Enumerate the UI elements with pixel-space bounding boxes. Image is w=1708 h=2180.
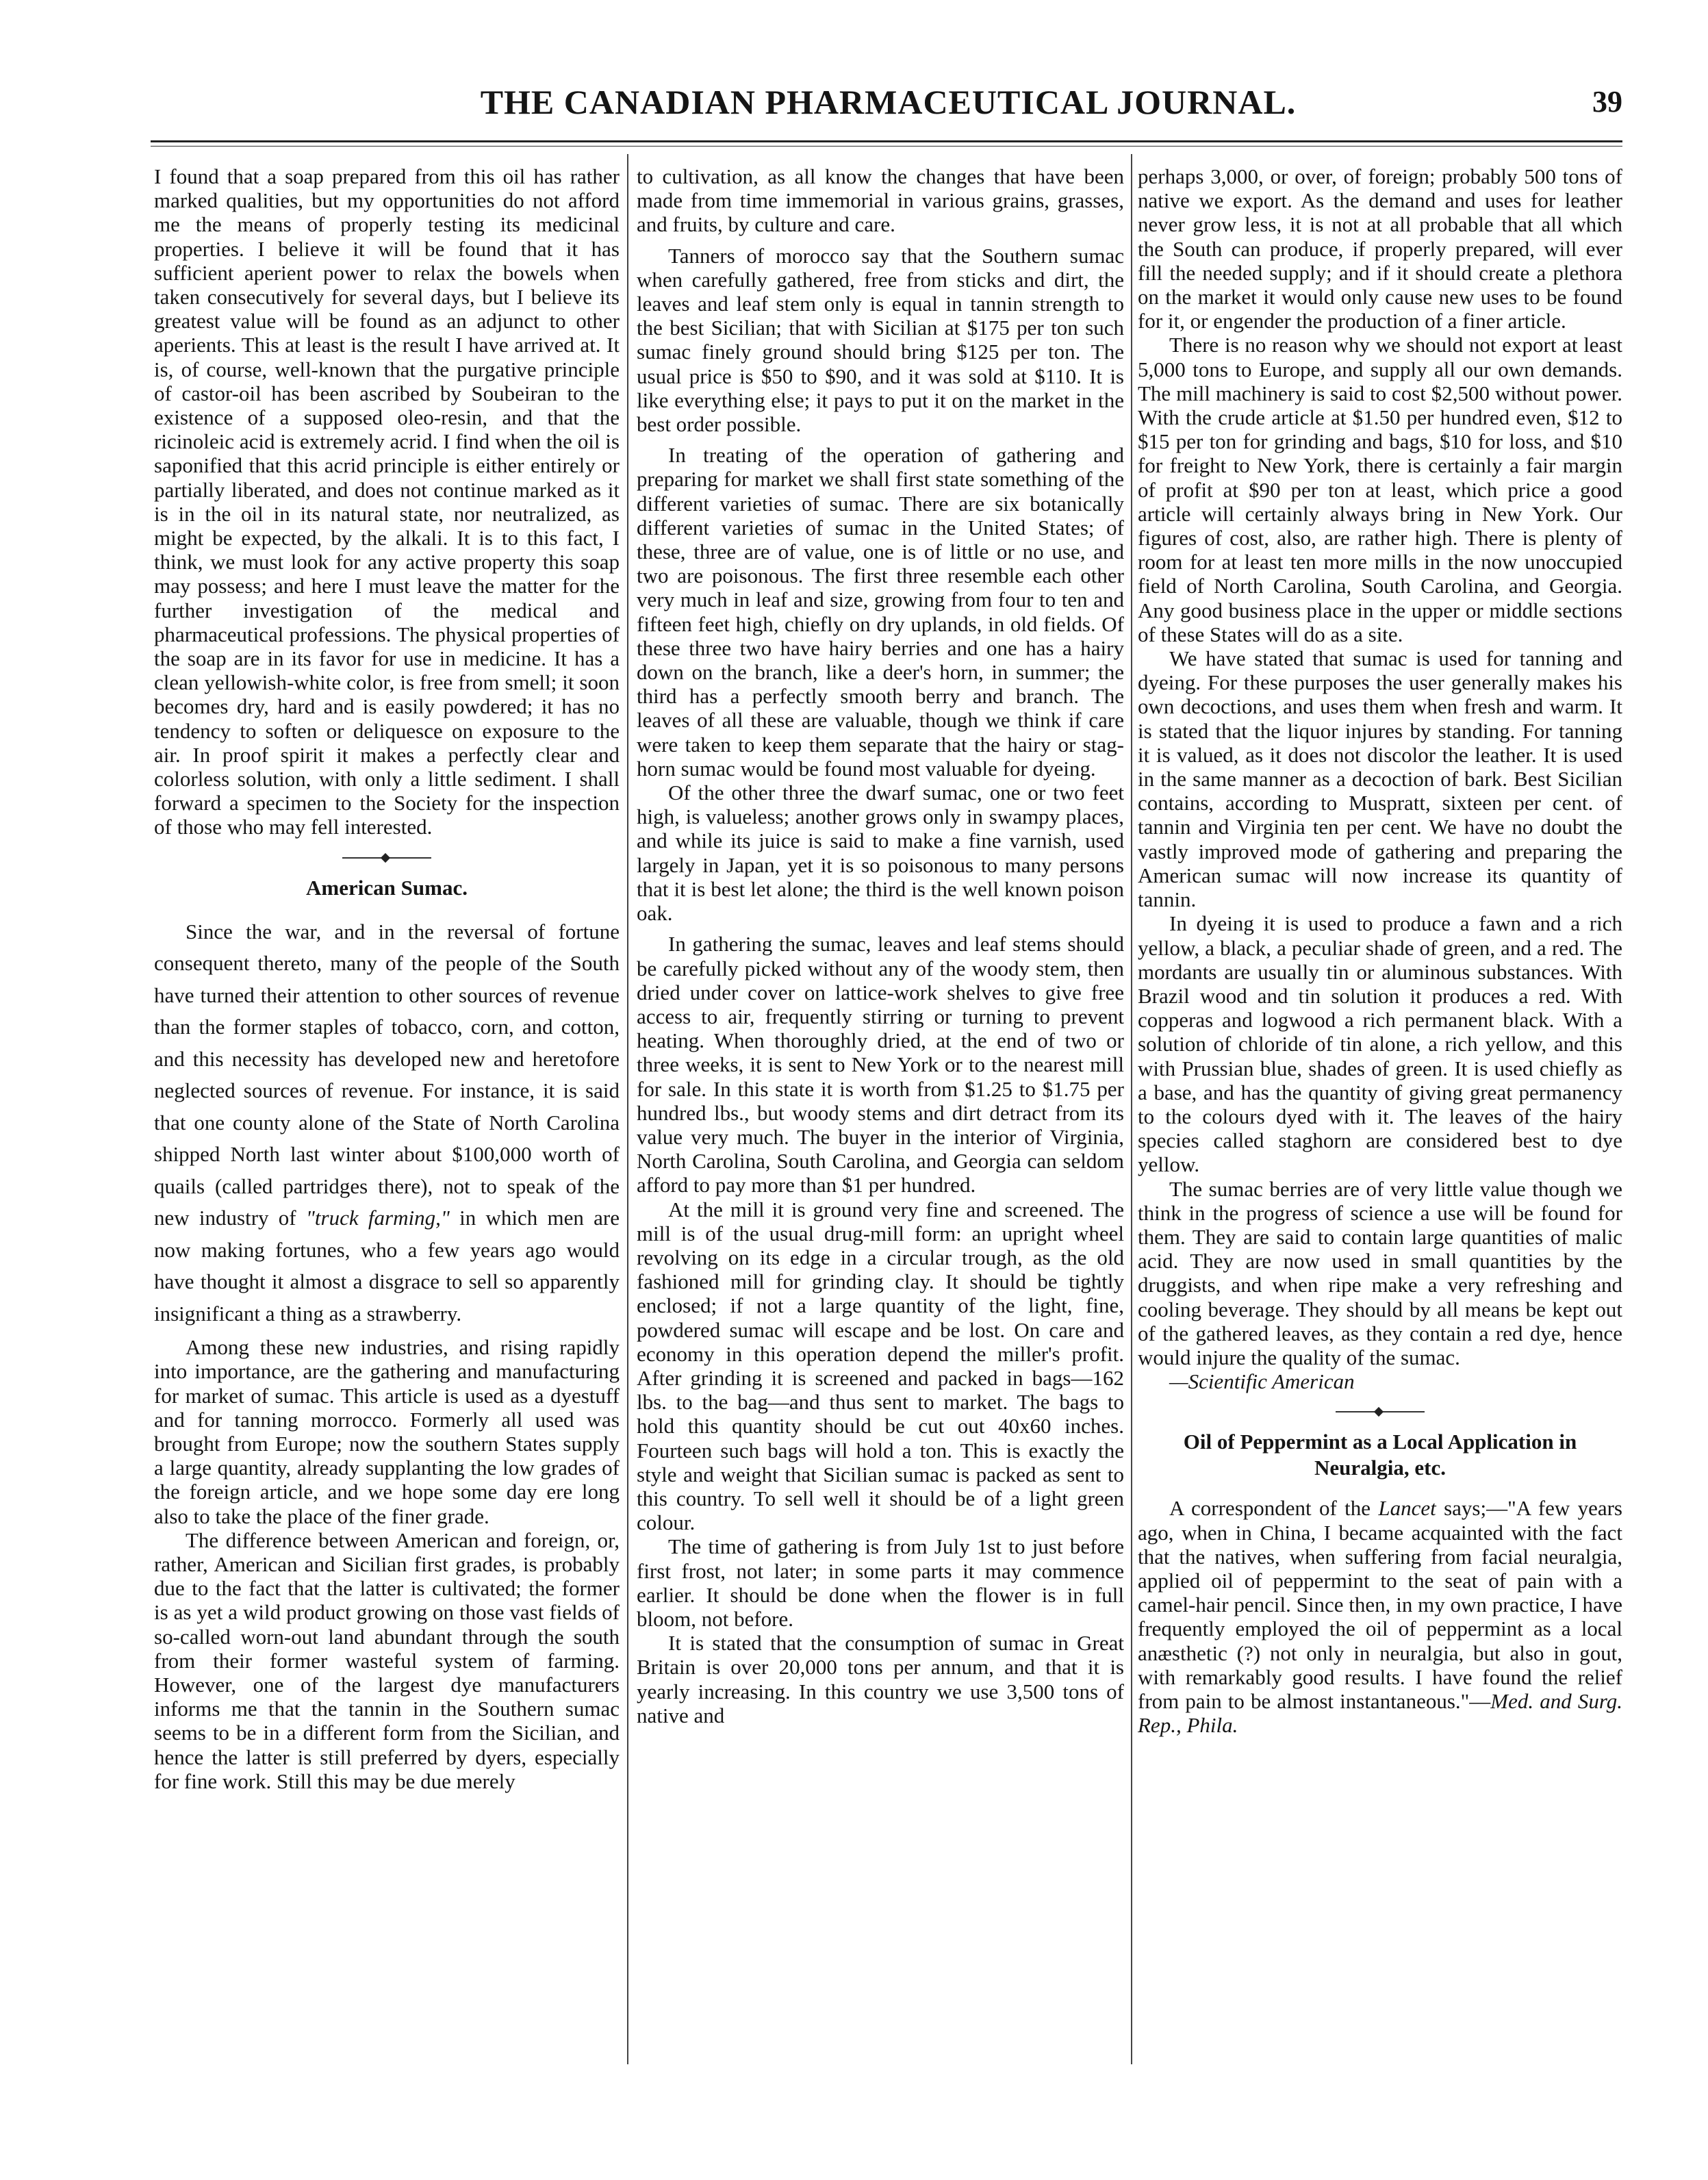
paragraph: perhaps 3,000, or over, of foreign; probably 500 tons of native we export. As the demand and uses for leather never grow less, it is not at all probable that all which the South can produce, if properly prepared, will ever fill the needed supply; and if it should create a plethora on the market it would only cause new uses to be found for it, or engender the production of a finer article.	[1138, 164, 1622, 333]
italic-phrase: "truck farming,"	[305, 1206, 450, 1230]
column-2	[637, 164, 1124, 1727]
section-separator	[1336, 1411, 1425, 1412]
paragraph: In gathering the sumac, leaves and leaf stems should be carefully picked without any of the woody stem, then dried under cover on lattice-work shelves to give free access to air, frequently stirring or turning to prevent heating. When thoroughly dried, at the end of two or three weeks, it is sent to New York or to the nearest mill for sale. In this state it is worth from $1.25 to $1.75 per hundred lbs., but woody stems and dirt detract from its value very much. The buyer in the interior of Virginia, North Carolina, South Carolina, and Georgia can seldom afford to pay more than $1 per hundred.	[637, 932, 1124, 1197]
paragraph: I found that a soap prepared from this oil has rather marked qualities, but my opportunities do not afford me the means of properly testing its medicinal properties. I believe it will be found that it has sufficient aperient power to relax the bowels when taken consecutively for several days, but I believe its greatest value will be found as an adjunct to other aperients. This at least is the result I have arrived at. It is, of course, well-known that the purgative principle of castor-oil has been ascribed by Soubeiran to the existence of a supposed oleo-resin, and that the ricinoleic acid is extremely acrid. I find when the oil is saponified that this acrid principle is either entirely or partially liberated, and does not continue marked as it is in the oil in its natural state, nor neutralized, as might be expected, by the alkali. It is to this fact, I think, we must look for any active property this soap may possess; and here I must leave the matter for the further investigation of the medical and pharmaceutical professions. The physical properties of the soap are in its favor for use in medicine. It has a clean yellowish-white color, is free from smell; it soon becomes dry, hard and is easily powdered; it has no tendency to soften or deliquesce on exposure to the air. In proof spirit it makes a perfectly clear and colorless solution, with only a little sediment. I shall forward a specimen to the Society for the inspection of those who may fell interested.	[154, 164, 620, 839]
paragraph: The time of gathering is from July 1st to just before first frost, not later; in some parts it may commence earlier. It should be done when the flower is in full bloom, not before.	[637, 1534, 1124, 1631]
source-citation: —Scientific American	[1169, 1369, 1355, 1394]
header-rule	[151, 140, 1622, 142]
paragraph: Among these new industries, and rising rapidly into importance, are the gathering and manufacturing for market of sumac. This article is used as a dyestuff and for tanning morrocco. Formerly all used was brought from Europe; now the southern States supply a large quantity, already supplanting the low grades of the foreign article, and we hope some day ere long also to take the place of the finer grade.	[154, 1335, 620, 1528]
paragraph: We have stated that sumac is used for tanning and dyeing. For these purposes the user generally makes his own decoctions, and uses them when fresh and warm. It is stated that the liquor injures by standing. For tanning it is valued, as it does not discolor the leather. It is used in the same manner as a decoction of bark. Best Sicilian contains, according to Muspratt, sixteen per cent. of tannin and Virginia ten per cent. We have no doubt the vastly improved mode of gathering and preparing the American sumac will now increase its quantity of tannin.	[1138, 646, 1622, 912]
paragraph: Since the war, and in the reversal of fortune consequent thereto, many of the people of the South have turned their attention to other sources of revenue than the former staples of tobacco, corn, and cotton, and this necessity has developed new and heretofore neglected sources of revenue. For instance, it is said that one county alone of the State of North Carolina shipped North last winter about $100,000 worth of quails (called partridges there), not to speak of the new industry of "truck farming," in which men are now making fortunes, who a few years ago would have thought it almost a disgrace to sell so apparently insignificant a thing as a strawberry.	[154, 919, 620, 1326]
journal-title: THE CANADIAN PHARMACEUTICAL JOURNAL.	[480, 83, 1297, 121]
page-number: 39	[1592, 85, 1622, 118]
article-heading-oil-of-peppermint: Oil of Peppermint as a Local Application in Neuralgia, etc.	[1183, 1430, 1577, 1480]
page-header	[154, 81, 1622, 123]
paragraph: The sumac berries are of very little value though we think in the progress of science a use will be found for them. They are said to contain large quantities of malic acid. They are now used in small quantities by the druggists, and when ripe make a very refreshing and cooling beverage. They should by all means be kept out of the gathered leaves, as they contain a red dye, hence would injure the quality of the sumac.	[1138, 1176, 1622, 1369]
paragraph: It is stated that the consumption of sumac in Great Britain is over 20,000 tons per annum, and that it is yearly increasing. In this country we use 3,500 tons of native and	[637, 1631, 1124, 1727]
section-separator	[342, 857, 431, 859]
paragraph: A correspondent of the Lancet says;—"A few years ago, when in China, I became acquainted with the fact that the natives, when suffering from facial neuralgia, applied oil of peppermint to the seat of pain with a camel-hair pencil. Since then, in my own practice, I have frequently employed the oil of peppermint as a local anæsthetic (?) not only in neuralgia, but also in gout, with remarkably good results. I have found the relief from pain to be almost instantaneous."—Med. and Surg. Rep., Phila.	[1138, 1496, 1622, 1738]
paragraph: In dyeing it is used to produce a fawn and a rich yellow, a black, a peculiar shade of green, and a red. The mordants are usually tin or aluminous substances. With Brazil wood and tin solution it produces a red. With copperas and logwood a rich permanent black. With a solution of chloride of tin alone, a rich yellow, and this with Prussian blue, shades of green. It is used chiefly as a base, and has the quantity of giving great permanency to the colours dyed with it. The leaves of the hairy species called staghorn are considered best to dye yellow.	[1138, 911, 1622, 1177]
column-1	[154, 164, 620, 1793]
article-body	[154, 916, 620, 1330]
header-rule-thin	[151, 146, 1622, 147]
paragraph: to cultivation, as all know the changes that have been made from time immemorial in various grains, grasses, and fruits, by culture and care.	[637, 164, 1124, 237]
paragraph: At the mill it is ground very fine and screened. The mill is of the usual drug-mill form: an upright wheel revolving on its edge in a circular trough, as the old fashioned mill for grinding clay. It should be tightly enclosed; if not a large quantity of the light, fine, powdered sumac will escape and be lost. On care and economy in this operation depend the miller's profit. After grinding it is screened and packed in bags—162 lbs. to the bag—and thus sent to market. The bags to hold this quantity should be cut out 40x60 inches. Fourteen such bags will hold a ton. This is exactly the style and weight that Sicilian sumac is packed as sent to this country. To sell well it should be of a light green colour.	[637, 1197, 1124, 1535]
paragraph: Tanners of morocco say that the Southern sumac when carefully gathered, free from sticks and dirt, the leaves and leaf stem only is equal in tannin strength to the best Sicilian; that with Sicilian at $175 per ton such sumac finely ground should bring $125 per ton. The usual price is $50 to $90, and it was sold at $110. It is like everything else; it pays to put it on the market in the best order possible.	[637, 243, 1124, 437]
column-divider	[1131, 154, 1132, 2064]
paragraph: The difference between American and foreign, or, rather, American and Sicilian first grades, is probably due to the fact that the latter is cultivated; the former is as yet a wild product growing on those vast fields of so-called worn-out land abundant through the south from their former wasteful system of farming. However, one of the largest dye manufacturers informs me that the tannin in the Southern sumac seems to be in a different form from the Sicilian, and hence the latter is still preferred by dyers, especially for fine work. Still this may be due merely	[154, 1528, 620, 1793]
source-citation: Med. and Surg. Rep., Phila.	[1138, 1688, 1622, 1738]
column-3	[1138, 164, 1622, 1737]
column-divider	[627, 154, 628, 2064]
paragraph: In treating of the operation of gathering and preparing for market we shall first state something of the different varieties of sumac. There are six botanically different varieties of sumac in the United States; of these, three are of value, one is of little or no use, and two are poisonous. The first three resemble each other very much in leaf and size, growing from four to ten and fifteen feet high, chiefly on dry uplands, in old fields. Of these three two have hairy berries and one has a hairy down on the branch, like a deer's horn, in summer; the third has a perfectly smooth berry and branch. The leaves of all these are valuable, though we think if care were taken to keep them separate that the hairy or stag-horn sumac would be found most valuable for dyeing.	[637, 443, 1124, 781]
italic-phrase: Lancet	[1378, 1496, 1436, 1521]
paragraph: Of the other three the dwarf sumac, one or two feet high, is valueless; another grows only in swampy places, and while its juice is said to make a fine varnish, used largely in Japan, yet it is so poisonous to many persons that it is best let alone; the third is the well known poison oak.	[637, 781, 1124, 926]
article-heading-american-sumac: American Sumac.	[306, 875, 468, 900]
paragraph: There is no reason why we should not export at least 5,000 tons to Europe, and supply all our own demands. The mill machinery is said to cost $2,500 without power. With the crude article at $1.50 per hundred even, $12 to $15 per ton for grinding and bags, $10 for loss, and $10 for freight to New York, there is certainly a fair margin of profit at $90 per ton at least, which price a good article will certainly always bring in New York. Our figures of cost, also, are rather high. There is plenty of room for at least ten more mills in the now unoccupied field of North Carolina, South Carolina, and Georgia. Any good business place in the upper or middle sections of these States will do as a site.	[1138, 333, 1622, 646]
